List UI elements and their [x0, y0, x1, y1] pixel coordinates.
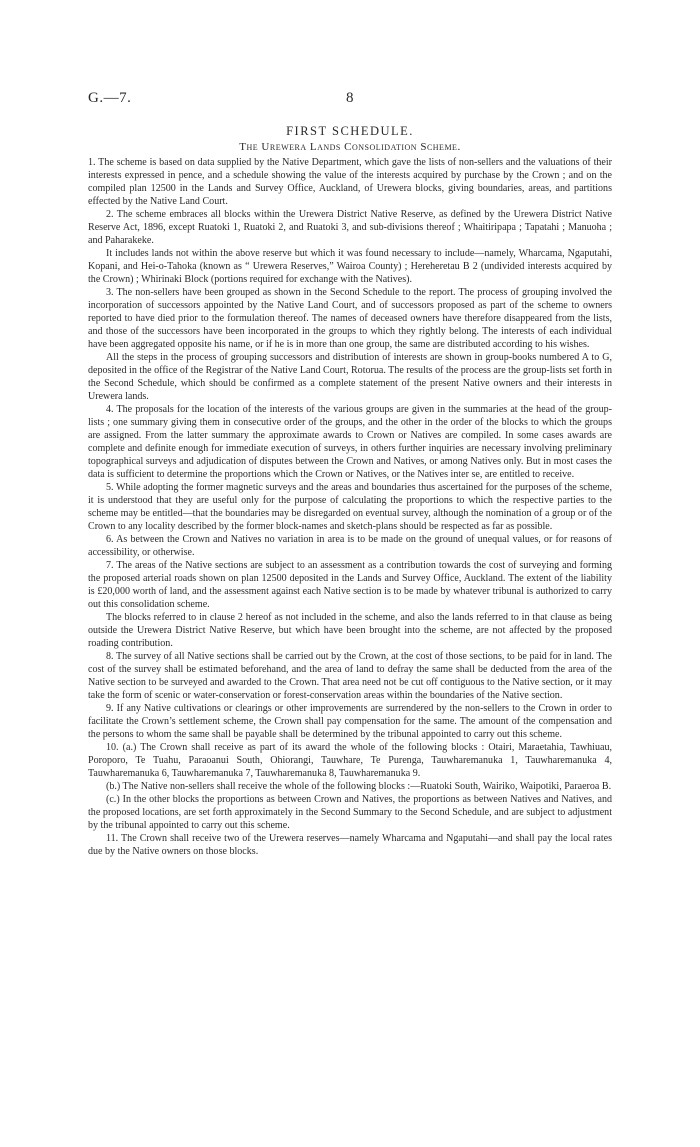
- paragraph-4: 4. The proposals for the location of the interests of the various groups are given in the summaries at the head of the group-lists ; one summary giving them in consecutive order of the groups, and the other in the order of the blocks to which the groups are assigned. From the latter summary the approximate awards to Crown or Natives are compiled. In some cases awards are complete and definite enough for immediate execution of surveys, in others further inquiries are necessary involving preliminary topographical surveys and adjudication of disputes between the Crown and Natives, or among Natives only. But in most cases the data is sufficient to determine the proportions which the Crown or Natives, or the Natives inter se, are entitled to receive.: [88, 404, 612, 480]
- paragraph-3: 3. The non-sellers have been grouped as shown in the Second Schedule to the report. The process of grouping involved the incorporation of successors appointed by the Native Land Court, and of successors proposed as part of the scheme to owners reported to have died prior to the formulation thereof. The names of deceased owners have therefore disappeared from the lists, and those of the successors have been incorporated in the groups to which they rightly belong. The interests of each individual have been aggregated opposite his name, or if he is in more than one group, the same are distributed according to his wishes.: [88, 287, 612, 350]
- paragraph-2: 2. The scheme embraces all blocks within the Urewera District Native Reserve, as defined by the Urewera District Native Reserve Act, 1896, except Ruatoki 1, Ruatoki 2, and Ruatoki 3, and sub-divisions thereof ; Whaitiripapa ; Tapatahi ; Manuoha ; and Paharakeke.: [88, 209, 612, 246]
- schedule-title: FIRST SCHEDULE.: [286, 124, 414, 138]
- schedule-body: [88, 156, 612, 858]
- paragraph-1: 1. The scheme is based on data supplied by the Native Department, which gave the lists of non-sellers and the valuations of their interests expressed in pence, and a schedule showing the value of the interests acquired by purchase by the Crown ; and on the compiled plan 12500 in the Lands and Survey Office, Auckland, of Urewera blocks, giving boundaries, areas, and partitions effected by the Native Land Court.: [88, 157, 612, 207]
- paragraph-11: 11. The Crown shall receive two of the Urewera reserves—namely Wharcama and Ngaputahi—and shall pay the local rates due by the Native owners on those blocks.: [88, 833, 612, 857]
- paragraph-8: 8. The survey of all Native sections shall be carried out by the Crown, at the cost of those sections, to be paid for in land. The cost of the survey shall be estimated beforehand, and the area of land to defray the same shall be deducted from the area of the Native section to be surveyed and awarded to the Crown. That area need not be cut off contiguous to the Native section, or it may take the form of scenic or water-conservation or forest-conservation areas within the boundaries of the Native section.: [88, 651, 612, 701]
- paragraph-9: 9. If any Native cultivations or clearings or other improvements are surrendered by the non-sellers to the Crown in order to facilitate the Crown’s settlement scheme, the Crown shall pay compensation for the same. The amount of the compensation and the persons to whom the same shall be payable shall be determined by the tribunal appointed to carry out this scheme.: [88, 703, 612, 740]
- paragraph-3-cont: All the steps in the process of grouping successors and distribution of interests are shown in group-books numbered A to G, deposited in the office of the Registrar of the Native Land Court, Rotorua. The results of the process are the group-lists set forth in the Second Schedule, which should be confirmed as a complete statement of the present Native owners and their interests in Urewera lands.: [88, 352, 612, 402]
- paragraph-10c: (c.) In the other blocks the proportions as between Crown and Natives, the proportions as between Natives and Natives, and the proposed locations, are set forth approximately in the Second Summary to the Second Schedule, and are subject to adjustment by the tribunal appointed to carry out this scheme.: [88, 794, 612, 831]
- schedule-subtitle: The Urewera Lands Consolidation Scheme.: [239, 141, 461, 153]
- paragraph-2-cont: It includes lands not within the above reserve but which it was found necessary to include—namely, Wharcama, Ngaputahi, Kopani, and Hei-o-Tahoka (known as “ Urewera Reserves,” Wairoa County) ; Hereheretau B 2 (undivided interests acquired by the Crown) ; Whirinaki Block (portions required for exchange with the Natives).: [88, 248, 612, 285]
- paragraph-6: 6. As between the Crown and Natives no variation in area is to be made on the ground of unequal values, or for reasons of accessibility, or otherwise.: [88, 534, 612, 558]
- paragraph-10a: 10. (a.) The Crown shall receive as part of its award the whole of the following blocks : Otairi, Maraetahia, Tawhiuau, Poroporo, Te Tuahu, Paraoanui South, Ohiorangi, Tauwhare, Te Purenga, Tauwharemanuka 1, Tauwharemanuka 4, Tauwharemanuka 6, Tauwharemanuka 7, Tauwharemanuka 8, Tauwharemanuka 9.: [88, 742, 612, 779]
- document-reference: G.—7.: [88, 90, 132, 106]
- paragraph-5: 5. While adopting the former magnetic surveys and the areas and boundaries thus ascertained for the purposes of the scheme, it is understood that they are useful only for the purpose of calculating the proportions to which the respective parties to the scheme may be entitled—that the boundaries may be disregarded on eventual survey, although the nomination of a group or of the Crown to any locality described by the former block-names and sketch-plans should be respected as far as possible.: [88, 482, 612, 532]
- page-number: 8: [346, 90, 354, 106]
- paragraph-10b: (b.) The Native non-sellers shall receive the whole of the following blocks :—Ruatoki South, Wairiko, Waipotiki, Paraeroa B.: [106, 781, 612, 792]
- paragraph-7: 7. The areas of the Native sections are subject to an assessment as a contribution towards the cost of surveying and forming the proposed arterial roads shown on plan 12500 deposited in the Lands and Survey Office, Auckland. The extent of the liability is £20,000 worth of land, and the assessment against each Native section is to be made by whatever tribunal is authorized to carry out this consolidation scheme.: [88, 560, 612, 610]
- paragraph-7-cont: The blocks referred to in clause 2 hereof as not included in the scheme, and also the lands referred to in that clause as being outside the Urewera District Native Reserve, but which have been brought into the scheme, are not affected by the proposed roading contribution.: [88, 612, 612, 649]
